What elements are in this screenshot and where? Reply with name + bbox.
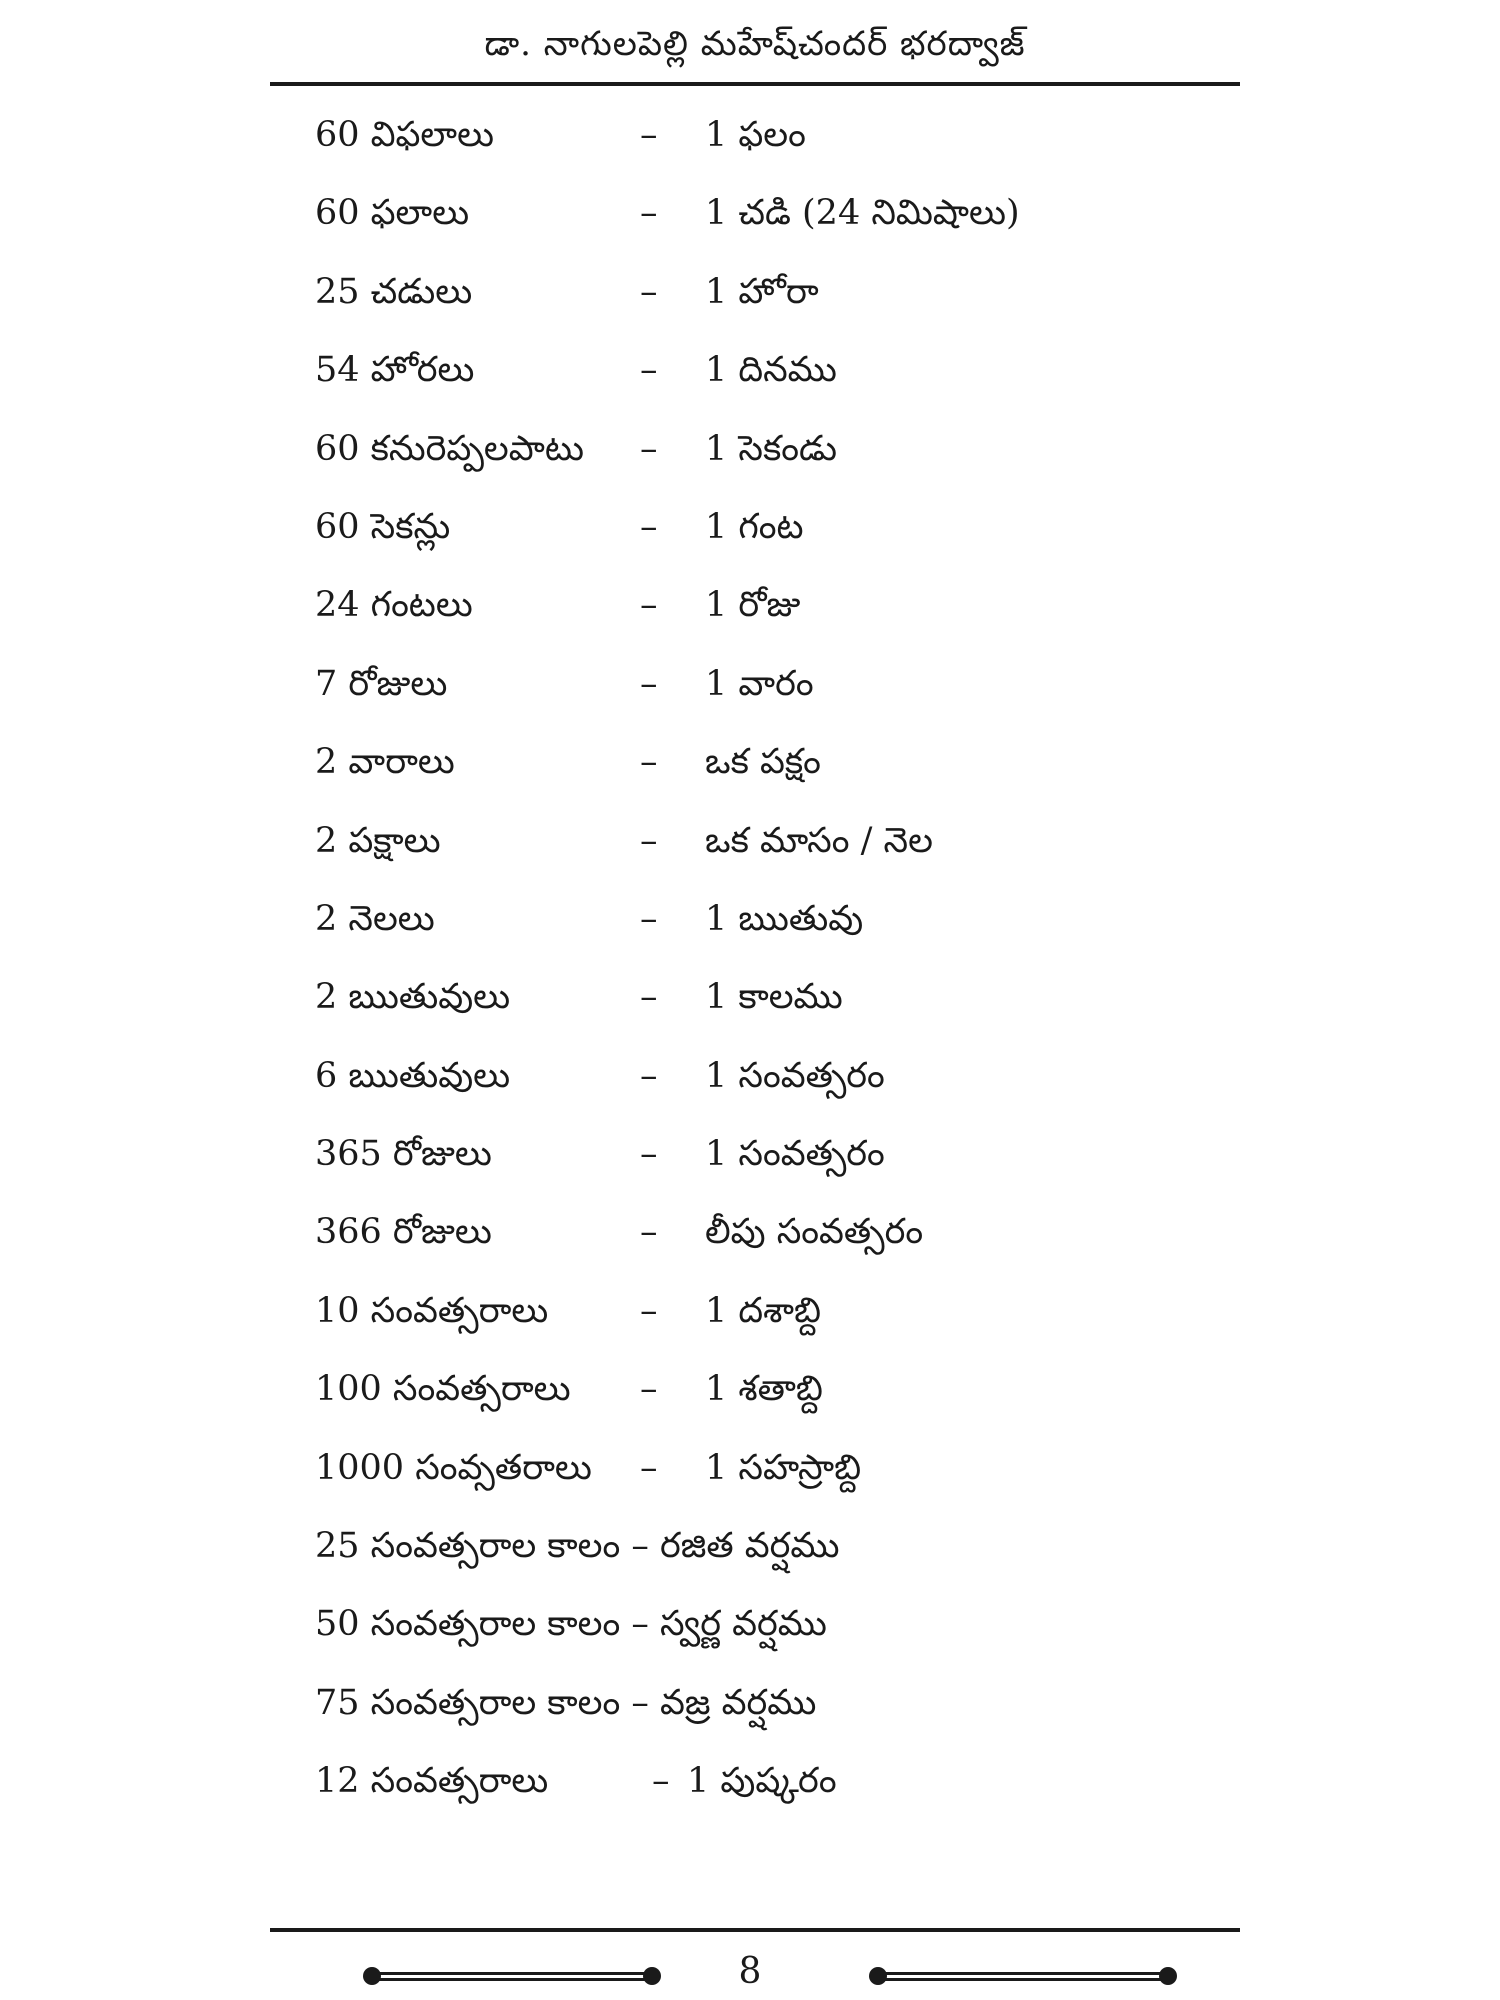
row-left-text: 60 విఫలాలు	[315, 115, 495, 155]
row-dash: –	[652, 1761, 670, 1802]
row-left-text: 2 వారాలు	[315, 742, 455, 783]
row-inline-group	[315, 1664, 816, 1742]
row-right-text: 1 వారం	[705, 663, 814, 704]
row-dash: –	[640, 1212, 658, 1253]
table-row	[315, 174, 1215, 252]
footer-ornament-left	[362, 1965, 662, 1987]
row-left-text: 60 సెకన్లు	[315, 506, 451, 547]
row-dash: –	[640, 193, 658, 234]
page-header: డా. నాగులపెల్లి మహేష్‌చందర్ భరద్వాజ్	[484, 24, 1026, 64]
table-row	[315, 880, 1215, 958]
row-right-text: లీపు సంవత్సరం	[705, 1212, 924, 1253]
row-right-text: 1 ఫలం	[705, 115, 806, 155]
row-right-text: 1 గంట	[705, 506, 804, 547]
row-dash: –	[640, 1369, 658, 1410]
row-inline-group	[315, 1507, 839, 1585]
row-right-text: 1 కాలము	[705, 977, 843, 1018]
time-units-table	[315, 96, 1215, 1821]
row-dash: –	[640, 1290, 658, 1331]
row-right-text: 1 సెకండు	[705, 428, 837, 469]
table-row	[315, 1664, 1215, 1742]
footer-rule	[270, 1928, 1240, 1932]
row-right-text: 1 సంవత్సరం	[705, 1055, 885, 1096]
row-right-text: స్వర్ణ వర్షము	[660, 1604, 827, 1645]
table-row	[315, 1272, 1215, 1350]
row-right-text: 1 చడి (24 నిమిషాలు)	[705, 193, 1020, 234]
row-right-text: ఒక పక్షం	[705, 742, 821, 783]
table-row	[315, 1193, 1215, 1271]
row-inline-group	[315, 1585, 827, 1663]
row-dash: –	[640, 350, 658, 391]
row-dash: –	[640, 115, 658, 155]
table-row	[315, 1507, 1215, 1585]
row-dash: –	[640, 663, 658, 704]
page-number: 8	[738, 1951, 762, 1992]
row-left-text: 54 హోరలు	[315, 350, 475, 391]
row-right-text: రజిత వర్షము	[660, 1526, 840, 1567]
row-dash: –	[640, 271, 658, 312]
row-left-text: 10 సంవత్సరాలు	[315, 1290, 549, 1331]
row-right-text: 1 రోజు	[705, 585, 801, 626]
row-dash: –	[640, 506, 658, 547]
row-left-text: 60 కనురెప్పలపాటు	[315, 428, 584, 469]
row-right-text: వజ్ర వర్షము	[660, 1682, 817, 1723]
row-left-text: 25 సంవత్సరాల కాలం	[315, 1526, 621, 1567]
row-right-text: 1 పుష్కరం	[687, 1761, 837, 1802]
table-row	[315, 253, 1215, 331]
header-rule	[270, 82, 1240, 86]
row-left-text: 100 సంవత్సరాలు	[315, 1369, 571, 1410]
table-row	[315, 566, 1215, 644]
table-row	[315, 410, 1215, 488]
row-left-text: 2 పక్షాలు	[315, 820, 441, 861]
row-dash: –	[640, 1055, 658, 1096]
row-left-text: 25 చడులు	[315, 271, 473, 312]
table-row	[315, 1115, 1215, 1193]
table-row	[315, 958, 1215, 1036]
table-row	[315, 802, 1215, 880]
table-row	[315, 1037, 1215, 1115]
table-row	[315, 1350, 1215, 1428]
table-row	[315, 1585, 1215, 1663]
footer-ornament-right	[868, 1965, 1178, 1987]
row-right-text: ఒక మాసం / నెల	[705, 820, 933, 861]
table-row	[315, 723, 1215, 801]
row-right-text: 1 శతాబ్ది	[705, 1369, 823, 1410]
row-left-text: 60 ఫలాలు	[315, 193, 470, 234]
row-dash: –	[640, 1134, 658, 1175]
row-dash: –	[640, 898, 658, 939]
row-left-text: 75 సంవత్సరాల కాలం	[315, 1682, 621, 1723]
row-dash: –	[640, 585, 658, 626]
row-right-text: 1 హోరా	[705, 271, 819, 312]
row-right-text: 1 దినము	[705, 350, 837, 391]
row-left-text: 6 ఋతువులు	[315, 1055, 511, 1096]
row-dash: –	[640, 977, 658, 1018]
row-dash: –	[640, 428, 658, 469]
row-left-text: 1000 సంవ్సతరాలు	[315, 1447, 592, 1488]
row-dash: –	[640, 742, 658, 783]
table-row	[315, 488, 1215, 566]
row-right-text: 1 సంవత్సరం	[705, 1134, 885, 1175]
row-left-text: 365 రోజులు	[315, 1134, 492, 1175]
table-row	[315, 96, 1215, 174]
row-dash: –	[631, 1682, 660, 1723]
row-right-text: 1 సహస్రాబ్ది	[705, 1447, 862, 1488]
row-left-text: 2 ఋతువులు	[315, 977, 511, 1018]
row-left-text: 12 సంవత్సరాలు	[315, 1761, 549, 1802]
row-dash: –	[631, 1604, 660, 1645]
table-row	[315, 645, 1215, 723]
row-right-text: 1 దశాబ్ది	[705, 1290, 821, 1331]
row-left-text: 366 రోజులు	[315, 1212, 492, 1253]
row-left-text: 7 రోజులు	[315, 663, 448, 704]
row-right-text: 1 ఋతువు	[705, 898, 864, 939]
row-left-text: 24 గంటలు	[315, 585, 473, 626]
table-row	[315, 1742, 1215, 1820]
row-left-text: 2 నెలలు	[315, 898, 435, 939]
table-row	[315, 1429, 1215, 1507]
table-row	[315, 331, 1215, 409]
row-dash: –	[640, 820, 658, 861]
row-left-text: 50 సంవత్సరాల కాలం	[315, 1604, 621, 1645]
row-dash: –	[640, 1447, 658, 1488]
row-dash: –	[631, 1526, 660, 1567]
